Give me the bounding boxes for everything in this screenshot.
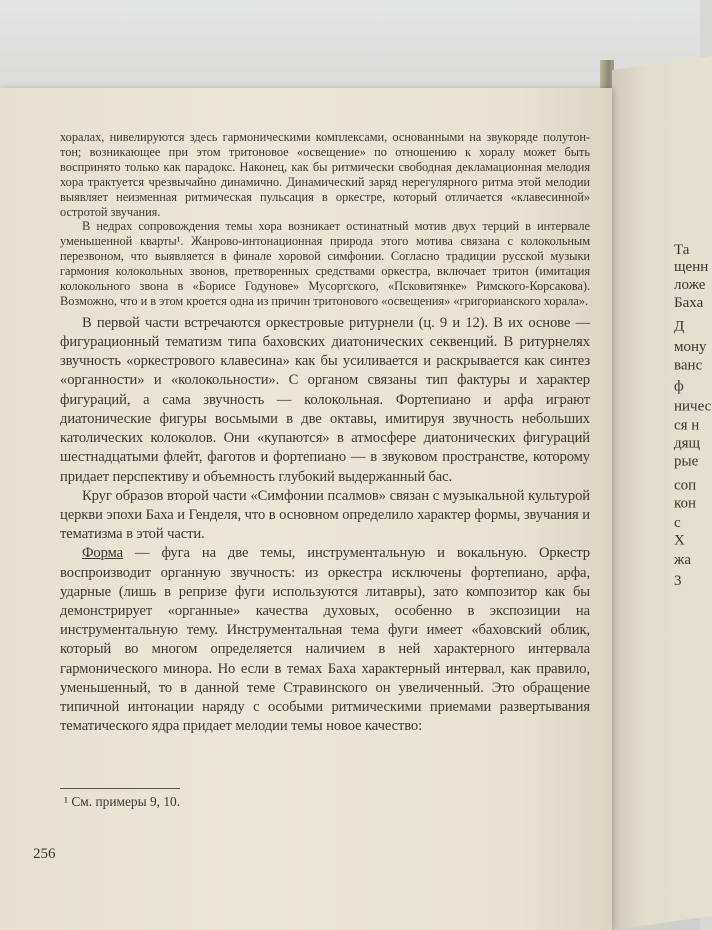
left-page xyxy=(0,88,612,930)
right-page-fragment: соп xyxy=(674,477,697,494)
right-page-fragment: ванс xyxy=(674,357,703,374)
paragraph: Круг образов второй части «Симфонии псалмов» связан с музыкальной культурой церкви эпохи Баха и Генделя, что в основном определило характер формы, звучания и тематизма в этой части. xyxy=(60,487,590,543)
right-page-fragment: ф xyxy=(674,378,684,395)
paragraph: хоралах, нивелируются здесь гармоническими комплексами, основанными на звукоряде полутон-тон; возникающее при этом тритоновое «освещение» по отношению к хоралу может быть воспринято только как парадокс. Наконец, как бы ритмически свободная декламационная мелодия хора трактуется чрезвычайно динамично. Динамический заряд нерегулярного ритма этой мелодии выявляет неизменная ритмическая пульсация в оркестре, который отличается «клавесинной» остротой звучания. xyxy=(60,130,590,219)
right-page-fragment: ся н xyxy=(674,417,700,434)
paragraph-text: — фуга на две темы, инструментальную и вокальную. Оркестр воспроизводит органную звучность: из оркестра исключены фортепиано, арфа, ударные (лишь в репризе фуги используются литавры), зато композитор как бы демонстрирует «органные» качества духовых, особенно в экспозиции на инструментальную тему. Инструментальная тема фуги имеет «баховский облик, который во многом определяется наличием в ней характерного интервала гармонического минора. Но если в темах Баха характерный интервал, как правило, уменьшенный, то в данной теме Стравинского он увеличенный. Это обращение типичной интонации наряду с особыми ритмическими приемами развертывания тематического ядра придает мелодии темы новое качество: xyxy=(60,545,590,735)
right-page-fragment: щенн xyxy=(674,258,709,275)
paragraph: В недрах сопровождения темы хора возникает остинатный мотив двух терций в интервале уменьшенной кварты¹. Жанрово-интонационная природа этого мотива связана с колокольным перезвоном, что выявляется в финале хоровой симфонии. Согласно традиции русской музыки гармония колокольных звонов, претворенных средствами оркестра, включает тритон (имитация колокольного звона в «Борисе Годунове» Мусоргского, «Псковитянке» Римского-Корсакова). Возможно, что и в этом кроется одна из причин тритонового «освещения» «григорианского хорала». xyxy=(60,219,590,308)
right-page xyxy=(612,56,712,930)
right-page-fragment: рые xyxy=(674,453,699,470)
body-text xyxy=(60,130,590,736)
right-page-fragment: Х xyxy=(674,532,685,549)
paragraph: В первой части встречаются оркестровые ритурнели (ц. 9 и 12). В их основе — фигурационный тематизм типа баховских диатонических секвенций. В ритурнелях звучность «оркестрового клавесина» как бы усиливается и раскрывается как синтез «органности» и «колокольности». С органом связаны тип фактуры и характер фигураций, а сама звучность — колокольная. Фортепиано и арфа играют диатонические фигуры восьмыми в две октавы, имитируя звучность небольших католических колоколов. Они «купаются» в атмосфере диатонических фигураций шестнадцатыми флейт, фаготов и фортепиано — в звуковом пространстве, которому придает перспективу и объемность глубокий выдержанный бас. xyxy=(60,314,590,485)
right-page-fragment: жа xyxy=(674,552,692,569)
right-page-fragment: 3 xyxy=(674,572,682,589)
right-page-fragment: Та xyxy=(674,242,690,259)
right-page-fragment: с xyxy=(674,514,681,531)
right-page-fragment: Баха xyxy=(674,295,704,312)
right-page-fragment: кон xyxy=(674,495,697,512)
paragraph xyxy=(60,544,590,736)
right-page-fragment: Д xyxy=(674,318,685,335)
right-page-fragment: ложе xyxy=(674,277,706,294)
page-number: 256 xyxy=(33,846,56,862)
footnote-separator xyxy=(60,788,180,789)
right-page-fragment: мону xyxy=(674,339,707,356)
underlined-term: Форма xyxy=(82,545,124,562)
footnote: ¹ См. примеры 9, 10. xyxy=(64,794,181,809)
right-page-fragment: ничес xyxy=(674,398,712,415)
right-page-fragment: дящ xyxy=(674,435,701,452)
